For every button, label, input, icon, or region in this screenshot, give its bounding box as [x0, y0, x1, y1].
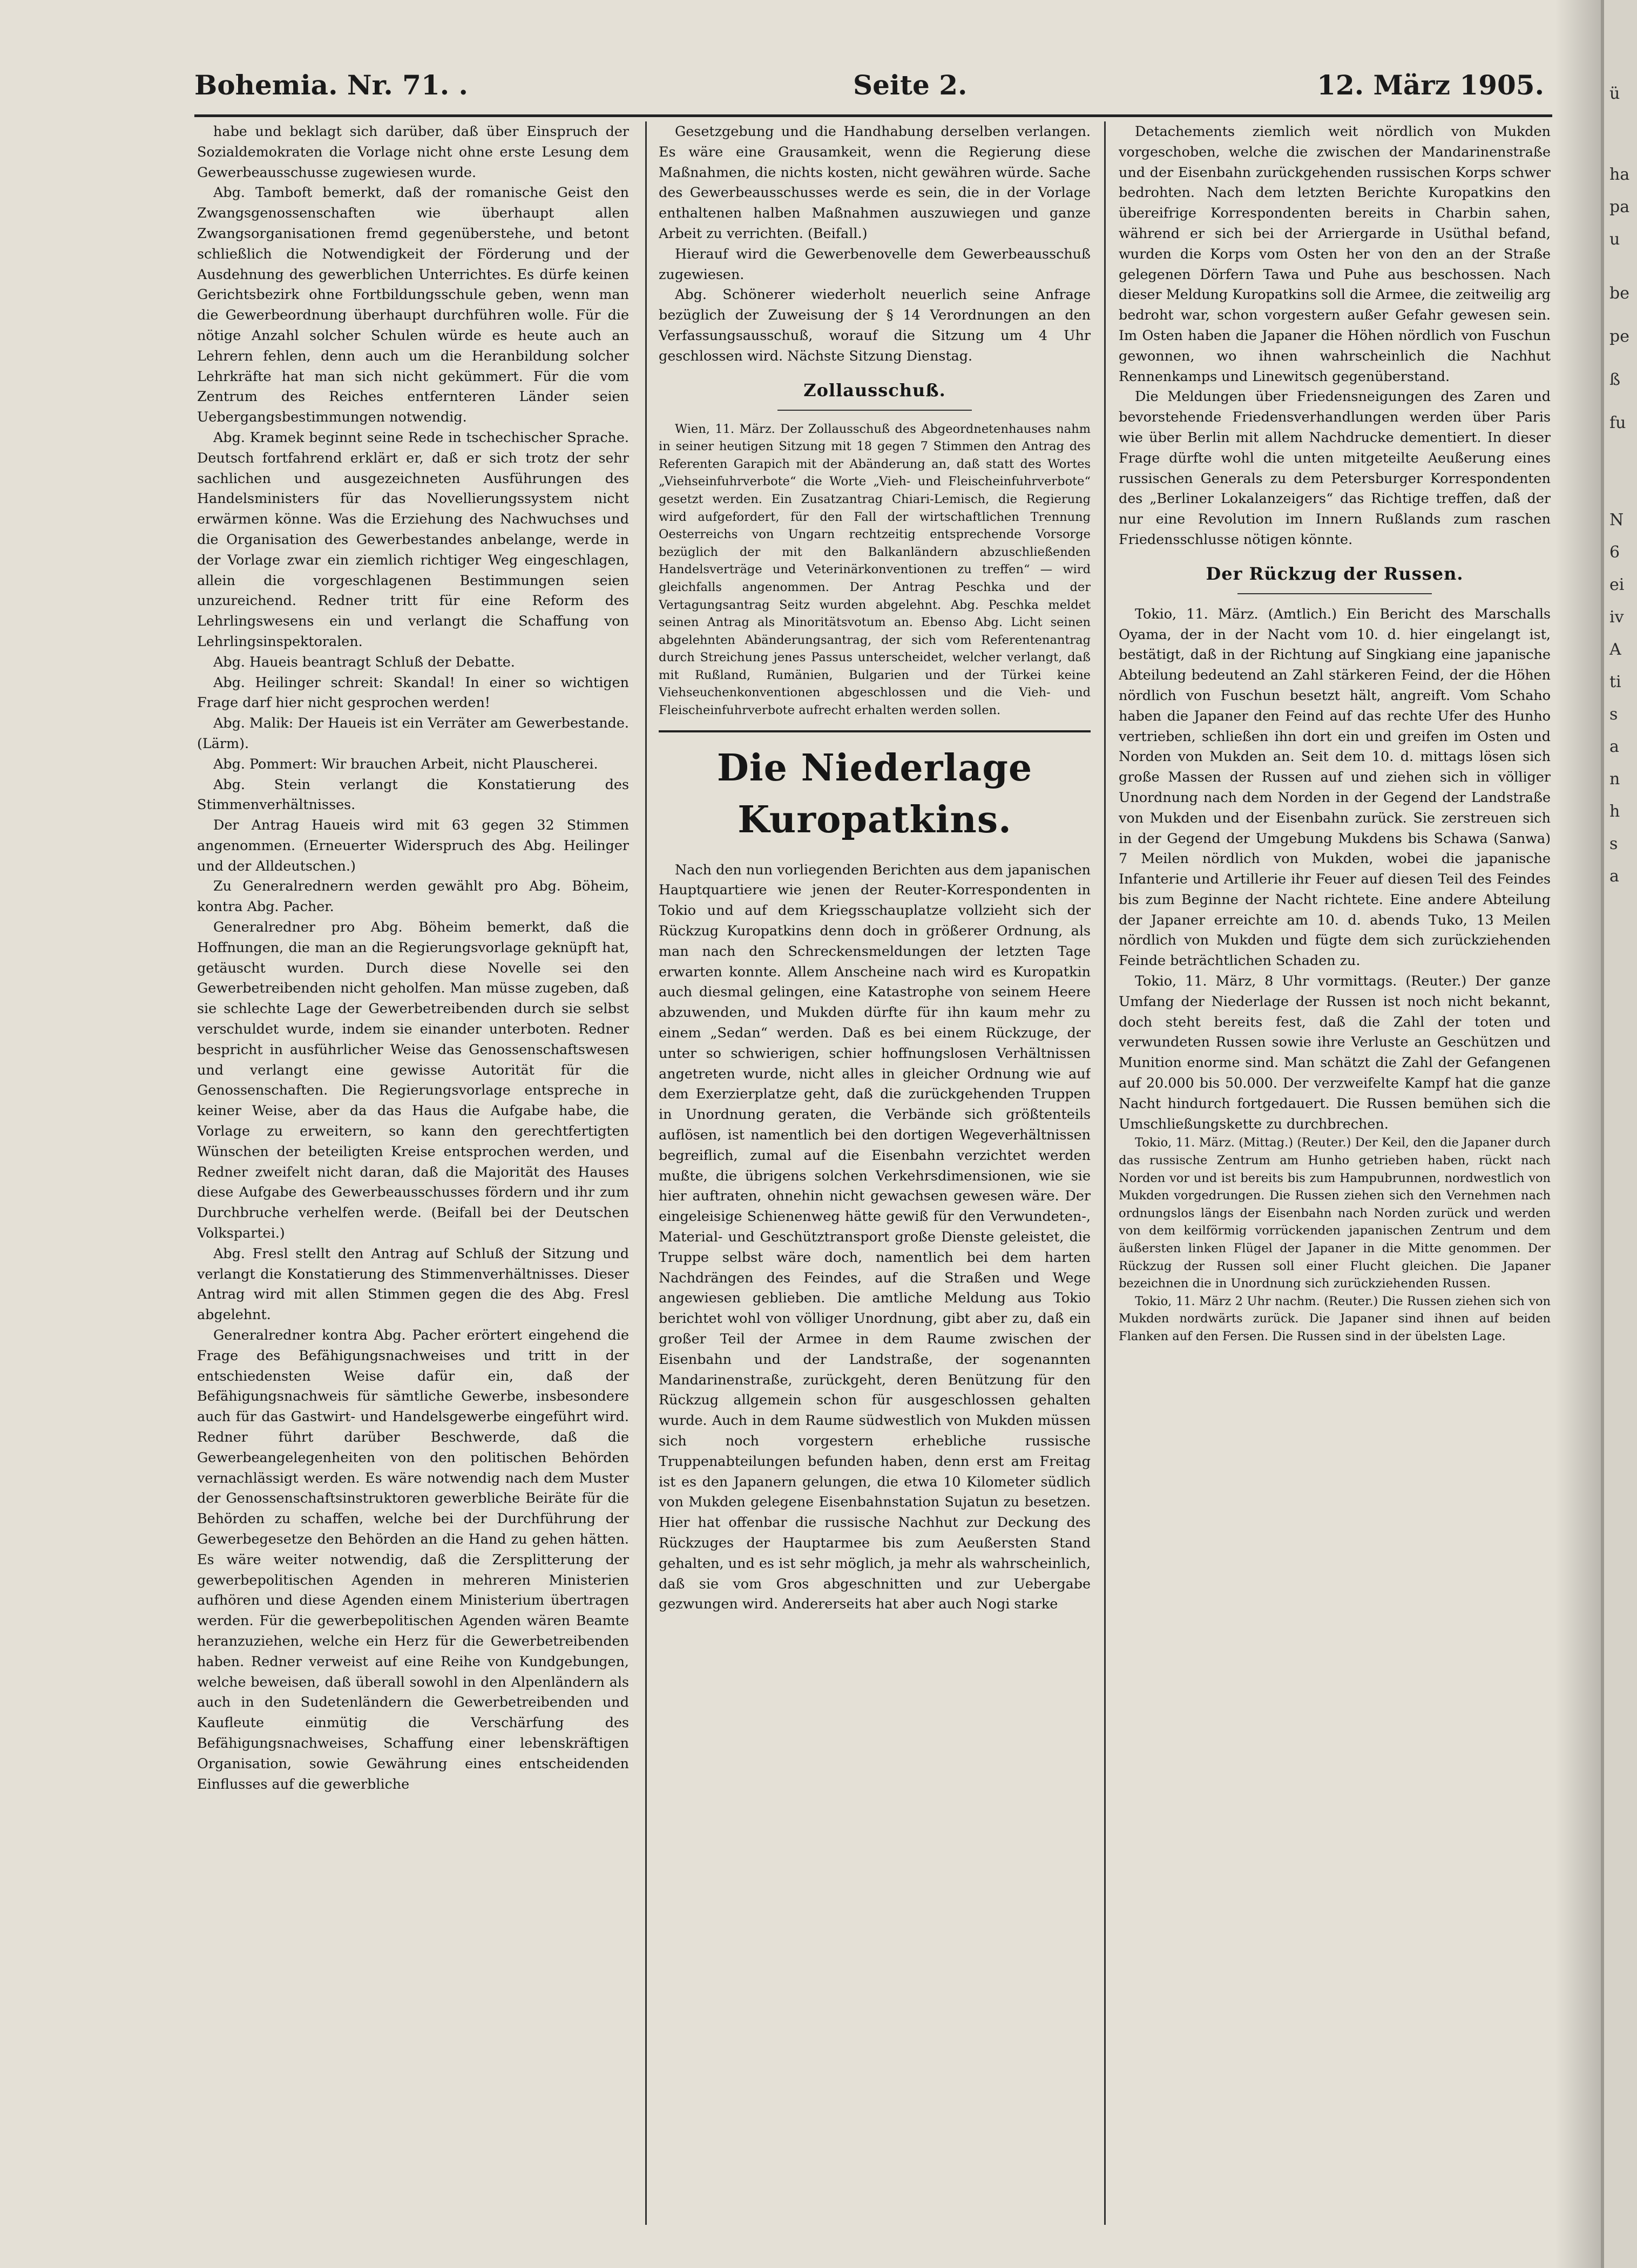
- adjacent-page-fragment: h: [1609, 802, 1620, 821]
- header-rule: [194, 114, 1552, 117]
- article-paragraph: Tokio, 11. März, 8 Uhr vormittags. (Reuter.) Der ganze Umfang der Niederlage der Russen ist noch nicht bekannt, doch steht bereits fest, daß die Zahl der toten und verwundeten Russen sowie ihre Verluste an Geschützen und Munition enorme sind. Man schätzt die Zahl der Gefangenen auf 20.000 bis 50.000. Der verzweifelte Kampf hat die ganze Nacht hindurch fortgedauert. Die Russen bemühen sich die Umschließungskette zu durchbrechen.: [1119, 973, 1551, 1132]
- running-head: [194, 64, 1544, 112]
- adjacent-page-fragment: fu: [1609, 413, 1626, 432]
- article-paragraph: Der Antrag Haueis wird mit 63 gegen 32 Stimmen angenommen. (Erneuerter Widerspruch des Abg. Heilinger und der Alldeutschen.): [197, 817, 629, 874]
- article-paragraph: Gesetzgebung und die Handhabung derselben verlangen. Es wäre eine Grausamkeit, wenn die Regierung diese Maßnahmen, die nichts kosten, nicht gewähren würde. Sache des Gewerbeausschusses werde es sein, die in der Vorlage enthaltenen halben Maßnahmen auszuwiegen und ganze Arbeit zu verrichten. (Beifall.): [659, 123, 1091, 241]
- adjacent-page-fragment: N: [1609, 511, 1624, 529]
- article-paragraph: Tokio, 11. März. (Amtlich.) Ein Bericht des Marschalls Oyama, der in der Nacht vom 10. d. hier eingelangt ist, bestätigt, daß in der Richtung auf Singkiang eine japanische Abteilung bedeutend an Zahl stärkeren Feind, der die Höhen nördlich von Fuschun besetzt hält, angreift. Vom Schaho haben die Japaner den Feind auf das rechte Ufer des Hunho vertrieben, schließen ihn dort ein und greifen im Osten und Norden von Mukden an. Seit dem 10. d. mittags lösen sich große Massen der Russen auf und ziehen sich in völliger Unordnung nach dem Norden in der Gegend der Landstraße von Mukden und der Eisenbahn zurück. Sie zerstreuen sich in der Gegend der Umgebung Mukdens bis Schawa (Sanwa) 7 Meilen nördlich von Mukden, wobei die japanische Infanterie und Artillerie ihr Feuer auf diesen Teil des Feindes bis zum Beginne der Nacht richtete. Eine andere Abteilung der Japaner erreichte am 10. d. abends Tuko, 13 Meilen nördlich von Mukden und fügte dem sich zurückziehenden Feinde beträchtlichen Schaden zu.: [1119, 605, 1551, 969]
- article-paragraph: Abg. Heilinger schreit: Skandal! In einer so wichtigen Frage darf hier nicht gesprochen werden!: [197, 674, 629, 711]
- page-number: Seite 2.: [853, 69, 968, 101]
- adjacent-page-fragment: ha: [1609, 165, 1630, 184]
- adjacent-page-fragment: a: [1609, 867, 1619, 886]
- article-paragraph: Abg. Malik: Der Haueis ist ein Verräter am Gewerbestande. (Lärm).: [197, 715, 629, 751]
- adjacent-page-fragment: ü: [1609, 84, 1620, 103]
- issue-date: 12. März 1905.: [1317, 69, 1544, 101]
- adjacent-page-fragment: a: [1609, 737, 1619, 756]
- article-separator: [659, 730, 1091, 732]
- article-paragraph: Generalredner kontra Abg. Pacher erörtert eingehend die Frage des Befähigungsnachweises und tritt in der entschiedensten Weise dafür ein, daß der Befähigungsnachweis für sämtliche Gewerbe, insbesondere auch für das Gastwirt- und Handelsgewerbe eingeführt wird. Redner führt darüber Beschwerde, daß die Gewerbeangelegenheiten von den politischen Behörden vernachlässigt werden. Es wäre notwendig nach dem Muster der Genossenschaftsinstruktoren gewerbliche Beiräte für die Behörden zu schaffen, welche bei der Durchführung der Gewerbegesetze den Behörden an die Hand zu gehen hätten. Es wäre weiter notwendig, daß die Zersplitterung der gewerbepolitischen Agenden in mehreren Ministerien aufhören und diese Agenden einem Ministerium übertragen werden. Für die gewerbepolitischen Agenden wären Beamte heranzuziehen, welche ein Herz für die Gewerbetreibenden haben. Redner verweist auf eine Reihe von Kundgebungen, welche beweisen, daß überall sowohl in den Alpenländern als auch in den Sudetenländern die Gewerbetreibenden und Kaufleute einmütig die Verschärfung des Befähigungsnachweises, Schaffung einer lebenskräftigen Organisation, sowie Gewährung eines entscheidenden Einflusses auf die gewerbliche: [197, 1327, 629, 1792]
- article-paragraph: Zu Generalrednern werden gewählt pro Abg. Böheim, kontra Abg. Pacher.: [197, 878, 629, 915]
- article-paragraph: Abg. Tamboft bemerkt, daß der romanische Geist den Zwangsgenossenschaften wie überhaupt allen Zwangsorganisationen fremd gegenüberstehe, und betont schließlich die Notwendigkeit der Förderung und der Ausdehnung des gewerblichen Unterrichtes. Es dürfe keinen Gerichtsbezirk ohne Fortbildungsschule geben, wenn man die Gewerbeordnung überhaupt durchführen wolle. Für die nötige Anzahl solcher Schulen würde es heute auch an Lehrern fehlen, denn auch um die Heranbildung solcher Lehrkräfte hat man sich nicht gekümmert. Für die vom Zentrum des Reiches entfernteren Länder seien Uebergangsbestimmungen notwendig.: [197, 184, 629, 425]
- article-paragraph: habe und beklagt sich darüber, daß über Einspruch der Sozialdemokraten die Vorlage nicht ohne erste Lesung dem Gewerbeausschusse zugewiesen wurde.: [197, 123, 629, 180]
- adjacent-page-fragment: pa: [1609, 198, 1630, 216]
- adjacent-page-fragment: s: [1609, 834, 1618, 853]
- adjacent-page-fragment: ti: [1609, 673, 1621, 691]
- article-paragraph: Abg. Haueis beantragt Schluß der Debatte.: [213, 653, 515, 670]
- article-paragraph: Abg. Pommert: Wir brauchen Arbeit, nicht Plauscherei.: [213, 755, 598, 772]
- adjacent-page-fragment: u: [1609, 230, 1620, 249]
- article-paragraph: Generalredner pro Abg. Böheim bemerkt, daß die Hoffnungen, die man an die Regierungsvorlage geknüpft hat, getäuscht wurden. Durch diese Novelle sei den Gewerbetreibenden nicht geholfen. Man müsse zugeben, daß sie schlechte Lage der Gewerbetreibenden durch sie selbst verschuldet wurde, indem sie einander unterboten. Redner bespricht in ausführlicher Weise das Genossenschaftswesen und verlangt eine gewisse Autorität für die Genossenschaften. Die Regierungsvorlage entspreche in keiner Weise, aber da das Haus die Aufgabe habe, die Vorlage zu erweitern, so kann den gerechtfertigten Wünschen der beteiligten Kreise entsprochen werden, und Redner zweifelt nicht daran, daß die Majorität des Hauses diese Aufgabe des Gewerbeausschusses fördern und ihr zum Durchbruche verhelfen werde. (Beifall bei der Deutschen Volkspartei.): [197, 919, 629, 1241]
- adjacent-page-fragment: s: [1609, 705, 1618, 724]
- adjacent-page-fragment: n: [1609, 770, 1620, 789]
- article-paragraph: Abg. Kramek beginnt seine Rede in tschechischer Sprache. Deutsch fortfahrend erklärt er, daß er sich trotz der sehr sachlichen und ausgezeichneten Ausführungen des Handelsministers für das Novellierungssystem nicht erwärmen könne. Was die Erziehung des Nachwuchses und die Organisation des Gewerbestandes anbelange, werde in der Vorlage zwar ein ziemlich richtiger Weg eingeschlagen, allein die vorgeschlagenen Bestimmungen seien unzureichend. Redner tritt für eine Reform des Lehrlingswesens ein und verlangt die Schaffung von Lehrlingsinspektoralen.: [197, 429, 629, 649]
- section-rule: [1237, 593, 1432, 594]
- masthead-issue: Bohemia. Nr. 71. .: [194, 69, 468, 101]
- adjacent-page-fragment: A: [1609, 640, 1621, 659]
- column-2: [659, 121, 1091, 2230]
- article-paragraph: Abg. Schönerer wiederholt neuerlich seine Anfrage bezüglich der Zuweisung der § 14 Verordnungen an den Verfassungsausschuß, worauf die Sitzung um 4 Uhr geschlossen wird. Nächste Sitzung Dienstag.: [659, 286, 1091, 364]
- adjacent-page-fragment: ei: [1609, 575, 1625, 594]
- main-headline: Die Niederlage Kuropatkins.: [716, 746, 1033, 841]
- section-rule: [777, 410, 972, 411]
- adjacent-page-fragment: iv: [1609, 608, 1624, 627]
- article-paragraph: Die Meldungen über Friedensneigungen des Zaren und bevorstehende Friedensverhandlungen werden über Paris wie über Berlin mit allem Nachdrucke dementiert. In dieser Frage dürfte wohl die unten mitgeteilte Aeußerung eines russischen Generals zu dem Petersburger Korrespondenten des „Berliner Lokalanzeigers“ das Richtige treffen, daß der nur eine Revolution im Innern Rußlands zum raschen Friedensschlusse nötigen könnte.: [1119, 388, 1551, 547]
- section-heading: Zollausschuß.: [803, 379, 946, 400]
- scan-shadow: [1555, 0, 1601, 2268]
- column-3: [1119, 121, 1551, 2230]
- article-paragraph: Tokio, 11. März 2 Uhr nachm. (Reuter.) Die Russen ziehen sich von Mukden nordwärts zurück. Die Japaner sind ihnen auf beiden Flanken auf den Fersen. Die Russen sind in der übelsten Lage.: [1119, 1294, 1551, 1343]
- article-paragraph: Detachements ziemlich weit nördlich von Mukden vorgeschoben, welche die zwischen der Mandarinenstraße und der Eisenbahn zurückgehenden russischen Korps schwer bedrohten. Nach dem letzten Berichte Kuropatkins den übereifrige Korrespondenten bereits in Charbin sahen, während er sich bei der Arriergarde in Usüthal befand, wurden die Korps vom Osten her von den an der Straße gelegenen Dörfern Tawa und Puhe aus beschossen. Nach dieser Meldung Kuropatkins soll die Armee, die zeitweilig arg bedroht war, schon vorgestern außer Gefahr gewesen sein. Im Osten haben die Japaner die Höhen nördlich von Fuschun gewonnen, wo ihnen wahrscheinlich die Nachhut Rennenkamps und Linewitsch gegenüberstand.: [1119, 123, 1551, 384]
- adjacent-page-fragment: ß: [1609, 370, 1621, 389]
- article-paragraph: Hierauf wird die Gewerbenovelle dem Gewerbeausschuß zugewiesen.: [659, 245, 1091, 282]
- column-divider: [645, 121, 647, 2225]
- article-paragraph: Abg. Stein verlangt die Konstatierung des Stimmenverhältnisses.: [197, 776, 629, 813]
- adjacent-page-fragment: be: [1609, 284, 1629, 303]
- column-1: [197, 121, 629, 2230]
- page-gutter: [1601, 0, 1604, 2268]
- section-heading: Der Rückzug der Russen.: [1206, 563, 1464, 584]
- article-paragraph: Tokio, 11. März. (Mittag.) (Reuter.) Der Keil, den die Japaner durch das russische Zentrum am Hunho getrieben haben, rückt nach Norden vor und ist bereits bis zum Hampubrunnen, nordwestlich von Mukden vorgedrungen. Die Russen ziehen sich den Vernehmen nach ordnungslos längs der Eisenbahn nach Norden zurück und werden von dem keilförmig vorrückenden japanischen Zentrum und dem äußersten linken Flügel der Japaner in die Mitte genommen. Der Rückzug der Russen soll einer Flucht gleichen. Die Japaner bezeichnen die in Unordnung sich zurückziehenden Russen.: [1119, 1136, 1551, 1291]
- article-paragraph: Abg. Fresl stellt den Antrag auf Schluß der Sitzung und verlangt die Konstatierung des Stimmenverhältnisses. Dieser Antrag wird mit allen Stimmen gegen die des Abg. Fresl abgelehnt.: [197, 1245, 629, 1323]
- adjacent-page-fragment: pe: [1609, 327, 1629, 346]
- article-paragraph: Wien, 11. März. Der Zollausschuß des Abgeordnetenhauses nahm in seiner heutigen Sitzung mit 18 gegen 7 Stimmen den Antrag des Referenten Garapich mit der Abänderung an, daß statt des Wortes „Viehseinfuhrverbote“ die Worte „Vieh- und Fleischeinfuhrverbote“ gesetzt werden. Ein Zusatzantrag Chiari-Lemisch, die Regierung wird aufgefordert, für den Fall der wirtschaftlichen Trennung Oesterreichs von Ungarn rechtzeitig entsprechende Vorsorge bezüglich der mit den Balkanländern abzuschließenden Handelsverträge und Veterinärkonventionen zu treffen“ — wird gleichfalls angenommen. Der Antrag Peschka und der Vertagungsantrag Seitz wurden abgelehnt. Abg. Peschka meldet seinen Antrag als Minoritätsvotum an. Ebenso Abg. Licht seinen abgelehnten Abänderungsantrag, der sich vom Referentenantrag durch Streichung jenes Passus unterscheidet, welcher verlangt, daß mit Rußland, Rumänien, Bulgarien und der Türkei keine Viehseuchenkonventionen abgeschlossen und die Vieh- und Fleischeinfuhrverbote aufrecht erhalten werden sollen.: [659, 422, 1091, 718]
- adjacent-page-edge: [1601, 0, 1637, 2268]
- column-divider: [1104, 121, 1106, 2225]
- article-paragraph: Nach den nun vorliegenden Berichten aus dem japanischen Hauptquartiere wie jenen der Reuter-Korrespondenten in Tokio und auf dem Kriegsschauplatze vollzieht sich der Rückzug Kuropatkins denn doch in größerer Ordnung, als man nach den Schreckensmeldungen der letzten Tage erwarten konnte. Allem Anscheine nach wird es Kuropatkin auch diesmal gelingen, eine Katastrophe von seinem Heere abzuwenden, und Mukden dürfte für ihn kaum mehr zu einem „Sedan“ werden. Daß es bei einem Rückzuge, der unter so schwierigen, schier hoffnungslosen Verhältnissen angetreten wurde, nicht alles in gleicher Ordnung wie auf dem Exerzierplatze geht, daß die zurückgehenden Truppen in Unordnung geraten, die Verbände sich größtenteils auflösen, ist namentlich bei den dortigen Wegeverhältnissen begreiflich, zumal auf die Eisenbahn verzichtet werden mußte, die übrigens solchen Verkehrsdimensionen, wie sie hier auftraten, ohnehin nicht gewachsen gewesen wäre. Der eingeleisige Schienenweg hätte gewiß für den Verwundeten-, Material- und Geschütztransport große Dienste geleistet, die Truppe selbst wäre doch, namentlich bei dem harten Nachdrängen des Feindes, auf die Straßen und Wege angewiesen geblieben. Die amtliche Meldung aus Tokio berichtet wohl von völliger Unordnung, gibt aber zu, daß ein großer Teil der Armee in dem Raume zwischen der Eisenbahn und der Landstraße, der sogenannten Mandarinenstraße, zurückgeht, deren Benützung für den Rückzug allgemein schon für ausgeschlossen gehalten wurde. Auch in dem Raume südwestlich von Mukden müssen sich noch vorgestern erhebliche russische Truppenabteilungen befunden haben, denn erst am Freitag ist es den Japanern gelungen, die etwa 10 Kilometer südlich von Mukden gelegene Eisenbahnstation Sujatun zu besetzen. Hier hat offenbar die russische Nachhut zur Deckung des Rückzuges der Hauptarmee bis zum Aeußersten Stand gehalten, und es ist sehr möglich, ja mehr als wahrscheinlich, daß sie vom Gros abgeschnitten und zur Uebergabe gezwungen wird. Andererseits hat aber auch Nogi starke: [659, 861, 1091, 1612]
- adjacent-page-fragment: 6: [1609, 543, 1620, 562]
